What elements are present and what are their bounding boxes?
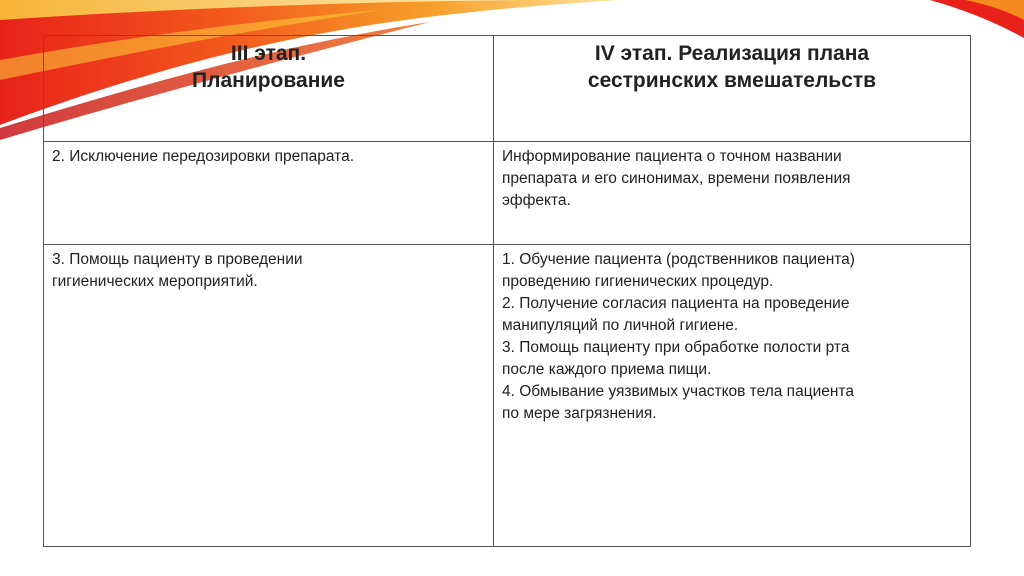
cell-text: проведению гигиенических процедур. xyxy=(502,273,774,290)
cell-text: Информирование пациента о точном названии xyxy=(502,148,842,165)
header-stage-4-line: сестринских вмешательств xyxy=(587,69,877,92)
cell-text: 4. Обмывание уязвимых участков тела пациента xyxy=(502,383,854,400)
header-stage-3-line: III этап. xyxy=(230,42,307,65)
cell-text: 2. Получение согласия пациента на проведение xyxy=(502,295,850,312)
header-stage-4-line: IV этап. Реализация плана xyxy=(594,42,870,65)
table-row xyxy=(44,142,971,245)
table-header-row xyxy=(44,36,971,142)
cell-text: после каждого приема пищи. xyxy=(502,361,712,378)
cell-text: 3. Помощь пациенту в проведении xyxy=(52,251,303,268)
cell-text: 2. Исключение передозировки препарата. xyxy=(52,148,355,165)
header-stage-3-line: Планирование xyxy=(192,69,345,92)
cell-text: эффекта. xyxy=(502,192,571,209)
table-cell-plan xyxy=(44,142,494,245)
stages-table xyxy=(43,35,971,547)
cell-text: гигиенических мероприятий. xyxy=(52,273,258,290)
cell-text: 1. Обучение пациента (родственников пациента) xyxy=(502,251,855,268)
table-cell-implementation xyxy=(494,142,971,245)
table-row xyxy=(44,245,971,547)
cell-text: 3. Помощь пациенту при обработке полости рта xyxy=(502,339,850,356)
cell-text: препарата и его синонимах, времени появления xyxy=(502,170,851,187)
table-cell-plan xyxy=(44,245,494,547)
cell-text: манипуляций по личной гигиене. xyxy=(502,317,739,334)
header-stage-4 xyxy=(494,36,971,142)
cell-text: по мере загрязнения. xyxy=(502,405,657,422)
header-stage-3 xyxy=(44,36,494,142)
table-cell-implementation xyxy=(494,245,971,547)
